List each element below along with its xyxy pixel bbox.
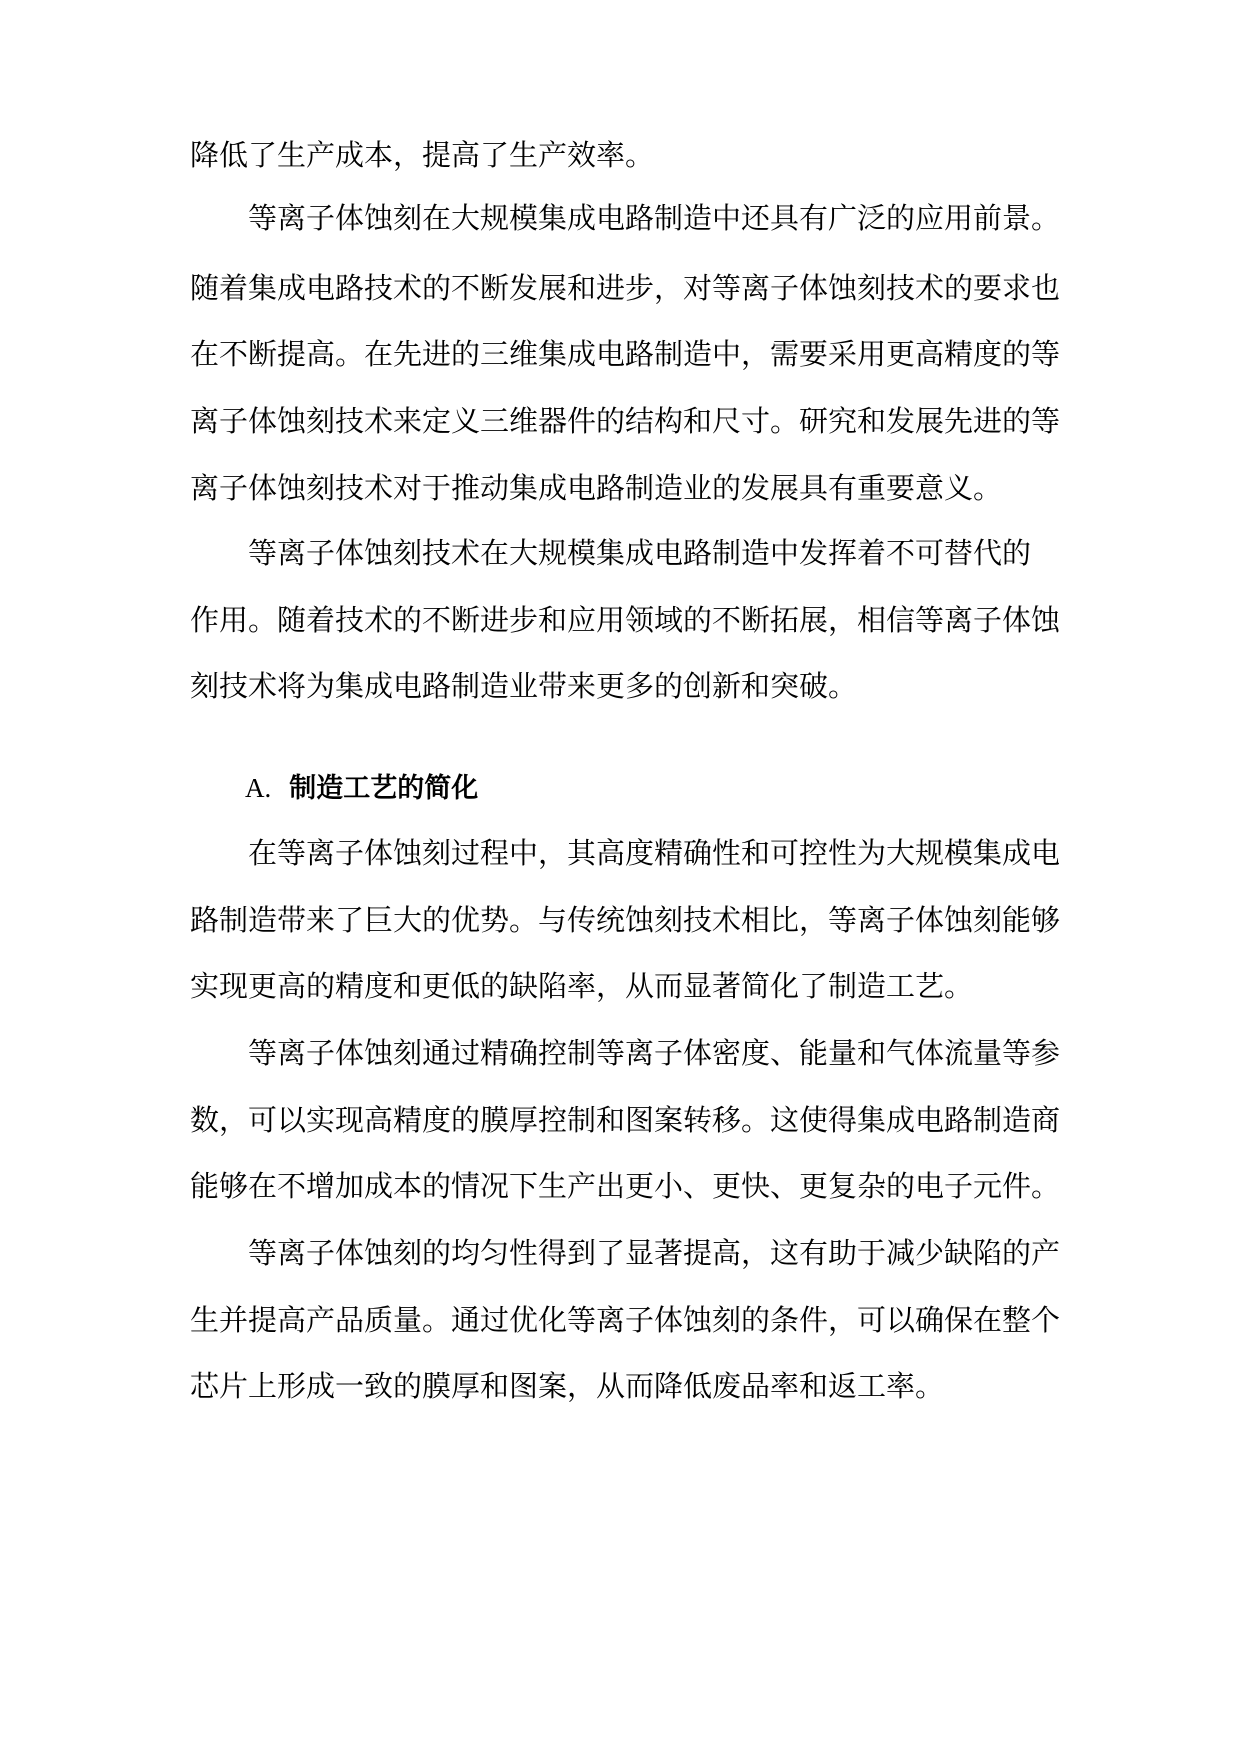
paragraph-line: 在等离子体蚀刻过程中，其高度精确性和可控性为大规模集成电 [248, 836, 1061, 870]
paragraph-line: 降低了生产成本，提高了生产效率。 [190, 138, 655, 172]
paragraph-line: 作用。随着技术的不断进步和应用领域的不断拓展，相信等离子体蚀 [190, 603, 1061, 637]
paragraph-line: 等离子体蚀刻通过精确控制等离子体密度、能量和气体流量等参 [248, 1036, 1061, 1070]
paragraph-line: 刻技术将为集成电路制造业带来更多的创新和突破。 [190, 669, 858, 703]
paragraph-line: 离子体蚀刻技术对于推动集成电路制造业的发展具有重要意义。 [190, 471, 1003, 505]
section-heading-label: A. [245, 773, 272, 803]
paragraph-line: 能够在不增加成本的情况下生产出更小、更快、更复杂的电子元件。 [190, 1169, 1061, 1203]
paragraph-line: 在不断提高。在先进的三维集成电路制造中，需要采用更高精度的等 [190, 337, 1061, 371]
paragraph-line: 等离子体蚀刻在大规模集成电路制造中还具有广泛的应用前景。 [248, 201, 1061, 235]
paragraph-line: 实现更高的精度和更低的缺陷率，从而显著简化了制造工艺。 [190, 969, 974, 1003]
paragraph-line: 路制造带来了巨大的优势。与传统蚀刻技术相比，等离子体蚀刻能够 [190, 903, 1061, 937]
paragraph-line: 等离子体蚀刻的均匀性得到了显著提高，这有助于减少缺陷的产 [248, 1236, 1061, 1270]
paragraph-line: 离子体蚀刻技术来定义三维器件的结构和尺寸。研究和发展先进的等 [190, 404, 1061, 438]
paragraph-line: 芯片上形成一致的膜厚和图案，从而降低废品率和返工率。 [190, 1369, 945, 1403]
section-heading-title: 制造工艺的简化 [289, 773, 479, 804]
paragraph-line: 等离子体蚀刻技术在大规模集成电路制造中发挥着不可替代的 [248, 536, 1032, 570]
paragraph-line: 生并提高产品质量。通过优化等离子体蚀刻的条件，可以确保在整个 [190, 1303, 1061, 1337]
paragraph-line: 数，可以实现高精度的膜厚控制和图案转移。这使得集成电路制造商 [190, 1103, 1061, 1137]
paragraph-line: 随着集成电路技术的不断发展和进步，对等离子体蚀刻技术的要求也 [190, 271, 1061, 305]
section-heading [245, 768, 478, 808]
